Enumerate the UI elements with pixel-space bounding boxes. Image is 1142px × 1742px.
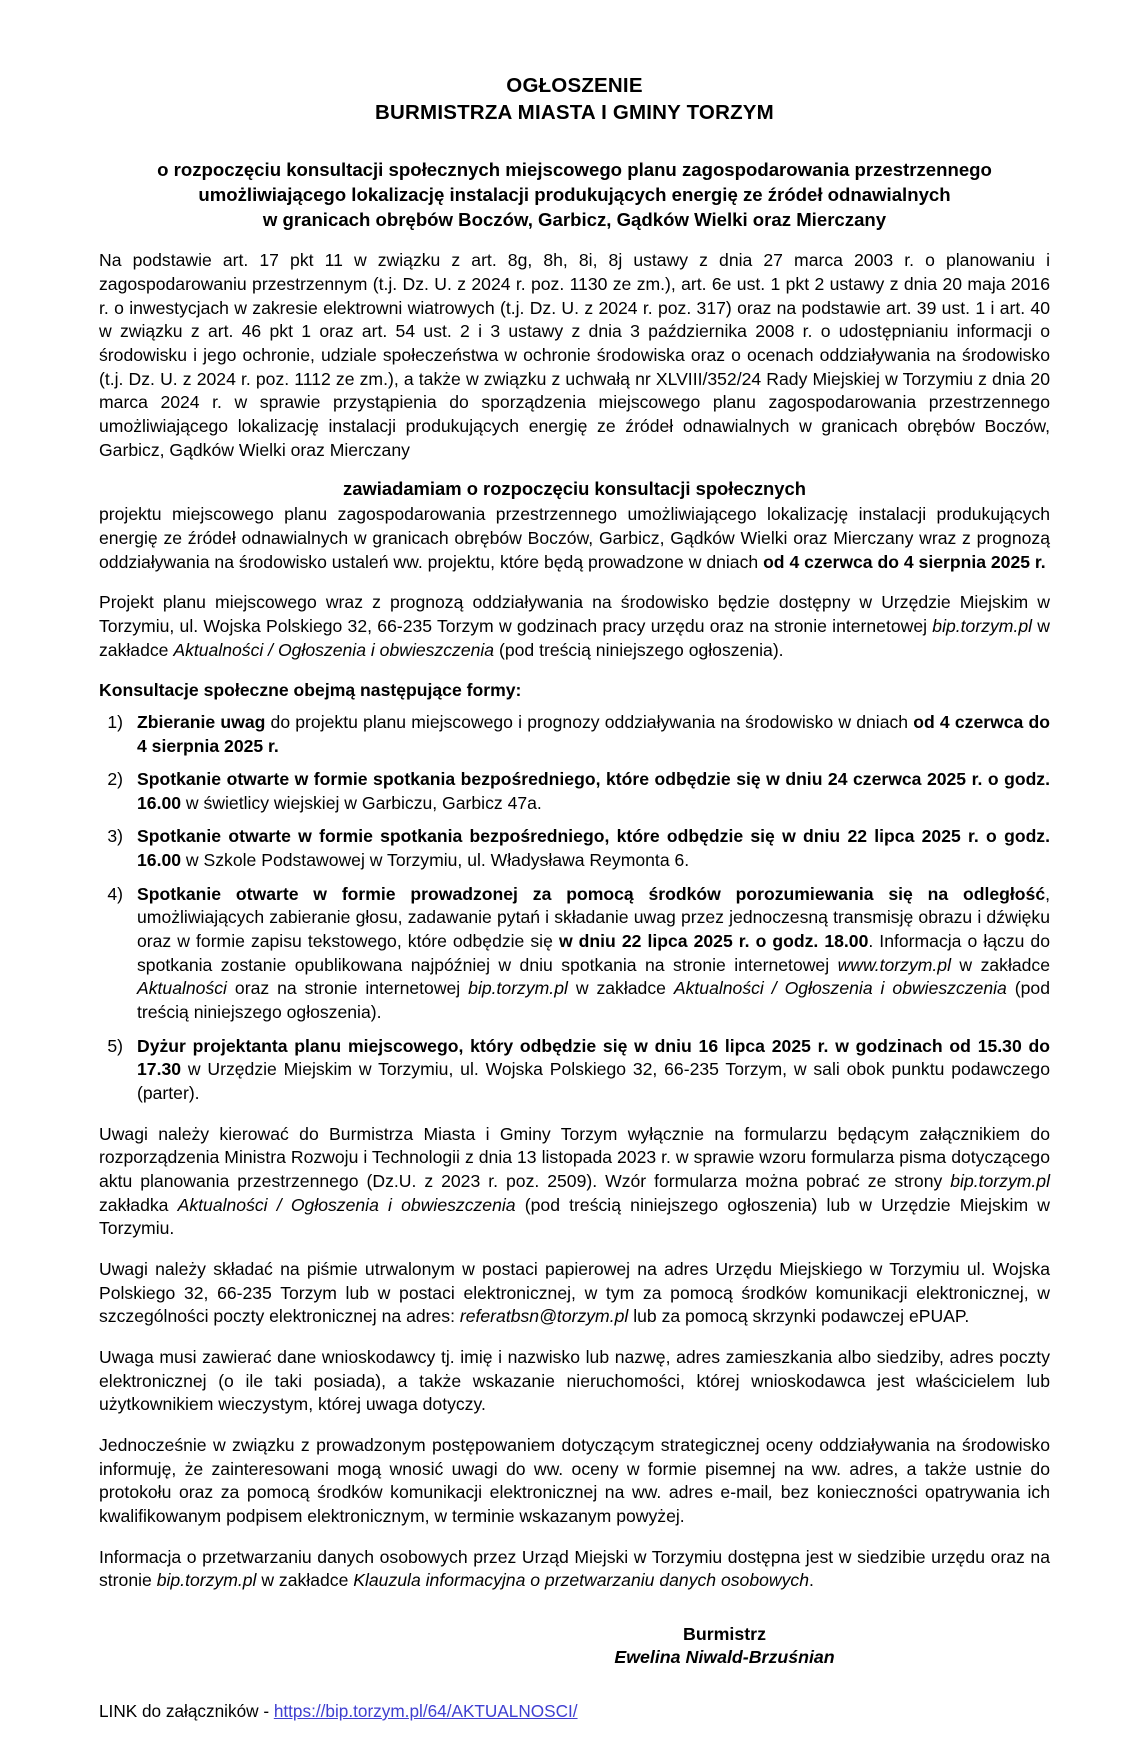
list-item-number: 1) — [107, 711, 123, 732]
project-scope-paragraph — [99, 503, 1050, 574]
list-item-text — [137, 711, 1050, 758]
attachment-link[interactable]: https://bip.torzym.pl/64/AKTUALNOSCI/ — [273, 1701, 578, 1722]
list-item-number: 3) — [107, 826, 123, 847]
form-site: bip.torzym.pl — [950, 1171, 1050, 1191]
list-item — [99, 711, 1050, 758]
form-part-2: zakładka — [99, 1194, 178, 1215]
strategic-assessment-paragraph — [99, 1434, 1050, 1529]
privacy-part-3: . — [808, 1570, 814, 1591]
requirements-paragraph: Uwaga musi zawierać dane wnioskodawcy tj. imię i nazwisko lub nazwę, adres zamieszkania albo siedziby, adres poczty elektronicznej (o ile taki posiada), a także wskazanie nieruchomości, której wnioskodawca jest właścicielem lub użytkownikiem wieczystym, której uwaga dotyczy. — [99, 1346, 1050, 1415]
text-run: w zakładce — [950, 954, 1051, 975]
text-run: , umożliwiających zabieranie głosu, zadawanie pytań i składanie uwag przez jednoczesną transmisję obrazu i dźwięku oraz w formie zapisu tekstowego, które odbędzie się — [137, 883, 1050, 952]
availability-part-2: w zakładce — [99, 615, 1051, 660]
list-item — [99, 768, 1050, 815]
forms-heading: Konsultacje społeczne obejmą następujące formy: — [99, 680, 522, 701]
emphasis-italic: www.torzym.pl — [837, 954, 951, 975]
contact-email: referatbsn@torzym.pl — [459, 1306, 629, 1327]
project-scope-text: projektu miejscowego planu zagospodarowania przestrzennego umożliwiającego lokalizację instalacji produkujących energię ze źródeł odnawialnych w granicach obrębów Boczów, Garbicz, Gądków Wielki oraz Mierczany wraz z prognozą oddziaływania na środowisko ustaleń ww. projektu, które będą prowadzone w dniach — [99, 504, 1050, 572]
list-item — [99, 825, 1050, 872]
availability-site: bip.torzym.pl — [932, 615, 1033, 636]
text-run: w świetlicy wiejskiej w Garbiczu, Garbicz 47a. — [181, 792, 542, 813]
emphasis-bold: od 4 czerwca do 4 sierpnia 2025 r. — [137, 711, 1051, 756]
form-section: Aktualności / Ogłoszenia i obwieszczenia — [177, 1194, 516, 1215]
privacy-paragraph — [99, 1546, 1050, 1593]
emphasis-bold: Spotkanie otwarte w formie prowadzonej za pomocą środków porozumiewania się na odległość — [137, 883, 1046, 904]
text-run: . Informacja o łączu do spotkania zostanie opublikowana najpóźniej w dniu spotkania na stronie internetowej — [137, 931, 1050, 975]
text-run: w Szkole Podstawowej w Torzymiu, ul. Władysława Reymonta 6. — [181, 850, 690, 871]
strategic-part-2: bez konieczności opatrywania ich kwalifikowanym podpisem elektronicznym, w terminie wskazanym powyżej. — [99, 1482, 1050, 1526]
emphasis-italic: Aktualności / Ogłoszenia i obwieszczenia — [673, 978, 1007, 999]
form-part-1: Uwagi należy kierować do Burmistrza Miasta i Gminy Torzym wyłącznie na formularzu będącym załącznikiem do rozporządzenia Ministra Rozwoju i Technologii z dnia 13 listopada 2023 r. w sprawie wzoru formularza pisma dotyczącego aktu planowania przestrzennego (Dz.U. z 2023 r. poz. 2509). Wzór formularza można pobrać ze strony — [99, 1123, 1050, 1191]
list-item-number: 2) — [107, 769, 123, 790]
consultation-dates: od 4 czerwca do 4 sierpnia 2025 r. — [763, 551, 1046, 572]
legal-basis-paragraph: Na podstawie art. 17 pkt 11 w związku z art. 8g, 8h, 8i, 8j ustawy z dnia 27 marca 2003 r. o planowaniu i zagospodarowaniu przestrzennym (t.j. Dz. U. z 2024 r. poz. 1130 ze zm.), art. 6e ust. 1 pkt 2 ustawy z dnia 20 maja 2016 r. o inwestycjach w zakresie elektrowni wiatrowych (t.j. Dz. U. z 2024 r. poz. 317) oraz na podstawie art. 39 ust. 1 i art. 40 w związku z art. 46 pkt 1 oraz art. 54 ust. 2 i 3 ustawy z dnia 3 października 2008 r. o udostępnianiu informacji o środowisku i jego ochronie, udziale społeczeństwa w ochronie środowiska oraz o ocenach oddziaływania na środowisko (t.j. Dz. U. z 2024 r. poz. 1112 ze zm.), a także w związku z uchwałą nr XLVIII/352/24 Rady Miejskiej w Torzymiu z dnia 20 marca 2024 r. w sprawie przystąpienia do sporządzenia miejscowego planu zagospodarowania przestrzennego umożliwiającego lokalizację instalacji produkujących energię ze źródeł odnawialnych w granicach obrębów Boczów, Garbicz, Gądków Wielki oraz Mierczany — [99, 250, 1050, 460]
form-requirement-paragraph — [99, 1123, 1050, 1241]
subtitle-line-2: umożliwiającego lokalizację instalacji produkujących energię ze źródeł odnawialnych — [198, 183, 951, 205]
text-run: w Urzędzie Miejskim w Torzymiu, ul. Wojska Polskiego 32, 66-235 Torzym, w sali obok punktu podawczego (parter). — [137, 1059, 1050, 1104]
signature-role: Burmistrz — [683, 1623, 766, 1644]
announcement-heading: zawiadamiam o rozpoczęciu konsultacji społecznych — [343, 478, 806, 500]
submission-paragraph — [99, 1258, 1050, 1329]
list-item — [99, 1035, 1050, 1106]
text-run: (pod treścią niniejszego ogłoszenia). — [137, 978, 1050, 1023]
emphasis-italic: bip.torzym.pl — [468, 978, 568, 999]
availability-part-3: (pod treścią niniejszego ogłoszenia). — [494, 639, 784, 660]
list-item-text — [137, 883, 1050, 1025]
title-line-2: BURMISTRZA MIASTA I GMINY TORZYM — [375, 101, 774, 125]
strategic-part-1: Jednocześnie w związku z prowadzonym postępowaniem dotyczącym strategicznej oceny oddziaływania na środowisko informuję, że zainteresowani mogą wnosić uwagi do ww. oceny w formie pisemnej na ww. adres, a także ustnie do protokołu oraz za pomocą środków komunikacji elektronicznej na ww. adres e-mail — [99, 1434, 1050, 1503]
privacy-site: bip.torzym.pl — [156, 1570, 257, 1591]
document-subtitle — [99, 157, 1050, 233]
consultation-forms-list — [99, 711, 1050, 1106]
emphasis-bold: Spotkanie otwarte w formie spotkania bezpośredniego, które odbędzie się w dniu 22 lipca 2025 r. o godz. 16.00 — [137, 826, 1050, 871]
list-item-number: 5) — [107, 1035, 123, 1056]
title-line-1: OGŁOSZENIE — [506, 74, 643, 97]
availability-part-1: Projekt planu miejscowego wraz z prognozą oddziaływania na środowisko będzie dostępny w Urzędzie Miejskim w Torzymiu, ul. Wojska Polskiego 32, 66-235 Torzym w godzinach pracy urzędu oraz na stronie internetowej — [99, 592, 1050, 636]
privacy-part-2: w zakładce — [256, 1570, 354, 1591]
emphasis-bold: w dniu 22 lipca 2025 r. o godz. 18.00 — [558, 931, 869, 952]
signature-block — [99, 1623, 1050, 1669]
availability-section: Aktualności / Ogłoszenia i obwieszczenia — [173, 639, 495, 660]
subtitle-line-3: w granicach obrębów Boczów, Garbicz, Gądków Wielki oraz Mierczany — [262, 209, 887, 231]
list-item-text — [137, 825, 1050, 872]
attachment-link-row — [99, 1701, 1050, 1722]
list-item — [99, 883, 1050, 1025]
text-run: do projektu planu miejscowego i prognozy oddziaływania na środowisko w dniach — [265, 711, 914, 732]
list-item-number: 4) — [107, 883, 123, 904]
privacy-part-1: Informacja o przetwarzaniu danych osobowych przez Urząd Miejski w Torzymiu dostępna jest w siedzibie urzędu oraz na stronie — [99, 1546, 1050, 1591]
emphasis-bold: Spotkanie otwarte w formie spotkania bezpośredniego, które odbędzie się w dniu 24 czerwca 2025 r. o godz. 16.00 — [137, 769, 1050, 813]
strategic-italic-comma: , — [768, 1482, 774, 1503]
page-title — [99, 72, 1050, 127]
text-run: oraz na stronie internetowej — [226, 978, 469, 999]
emphasis-bold: Zbieranie uwag — [137, 711, 266, 732]
subtitle-line-1: o rozpoczęciu konsultacji społecznych miejscowego planu zagospodarowania przestrzennego — [157, 158, 992, 180]
submission-part-2: lub za pomocą skrzynki podawczej ePUAP. — [628, 1306, 970, 1327]
emphasis-italic: Aktualności — [137, 978, 227, 999]
list-item-text — [137, 1035, 1050, 1106]
form-part-3: (pod treścią niniejszego ogłoszenia) lub w Urzędzie Miejskim w Torzymiu. — [99, 1194, 1051, 1239]
attachment-label: LINK do załączników - — [99, 1701, 274, 1722]
emphasis-bold: Dyżur projektanta planu miejscowego, który odbędzie się w dniu 16 lipca 2025 r. w godzinach od 15.30 do 17.30 — [137, 1035, 1050, 1080]
submission-part-1: Uwagi należy składać na piśmie utrwalonym w postaci papierowej na adres Urzędu Miejskiego w Torzymiu ul. Wojska Polskiego 32, 66-235 Torzym lub w postaci elektronicznej, w tym za pomocą środków komunikacji elektronicznej, w szczególności poczty elektronicznej na adres: — [99, 1258, 1050, 1327]
text-run: w zakładce — [567, 978, 674, 999]
privacy-clause: Klauzula informacyjna o przetwarzaniu danych osobowych — [353, 1570, 809, 1591]
signature-name: Ewelina Niwald-Brzuśnian — [614, 1646, 835, 1667]
availability-paragraph — [99, 591, 1050, 662]
list-item-text — [137, 768, 1050, 815]
